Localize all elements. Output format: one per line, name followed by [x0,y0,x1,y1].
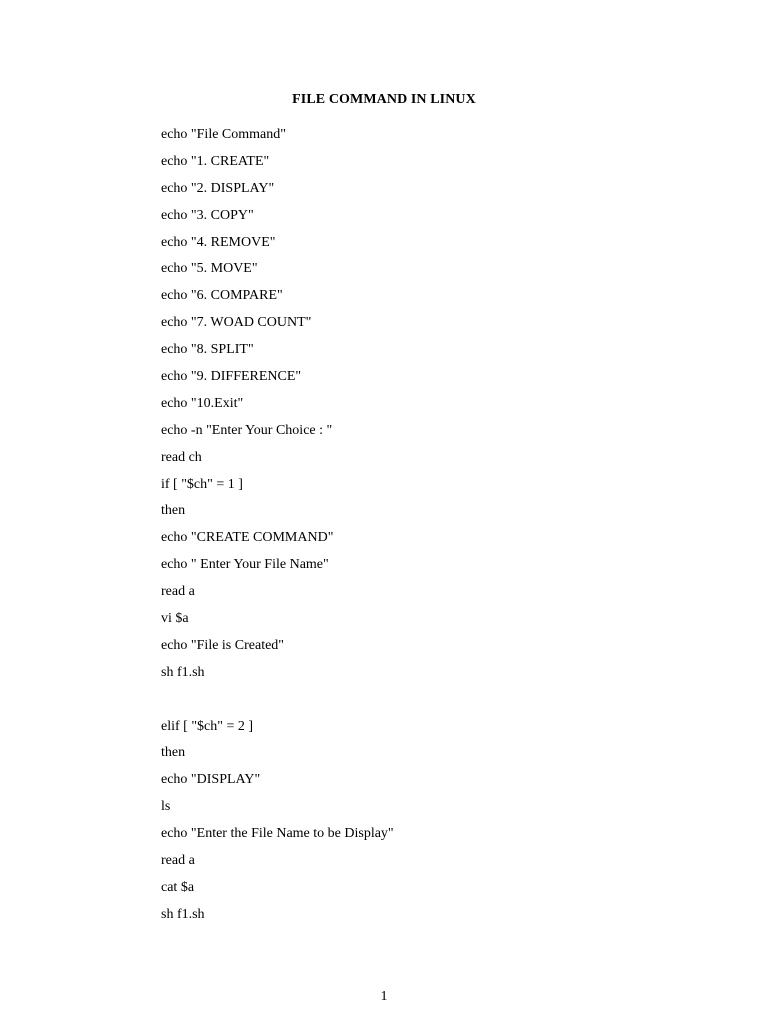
code-listing [161,125,394,932]
code-line: read a [161,853,195,869]
code-line: echo "6. COMPARE" [161,288,283,304]
code-line: echo "File is Created" [161,637,285,653]
code-line: echo "5. MOVE" [161,261,258,277]
code-line: echo "7. WOAD COUNT" [161,315,312,331]
code-line: vi $a [161,611,189,627]
code-line: echo -n "Enter Your Choice : " [161,422,333,438]
page-title: FILE COMMAND IN LINUX [292,92,476,107]
code-line: sh f1.sh [161,906,205,922]
code-line: echo "1. CREATE" [161,153,270,169]
code-line: echo "CREATE COMMAND" [161,530,334,546]
code-line: cat $a [161,879,195,895]
code-line: echo "10.Exit" [161,395,244,411]
code-line: then [161,503,186,519]
code-line: echo "9. DIFFERENCE" [161,369,302,385]
code-line: echo "2. DISPLAY" [161,180,275,196]
code-line: read a [161,584,195,600]
code-line: echo "File Command" [161,127,286,142]
code-line: read ch [161,449,202,465]
code-line: echo "3. COPY" [161,207,254,223]
code-line: sh f1.sh [161,664,205,680]
code-line: then [161,745,186,761]
code-line: echo "Enter the File Name to be Display" [161,826,394,842]
code-line: echo "4. REMOVE" [161,234,276,250]
code-line: ls [161,799,171,815]
code-line: elif [ "$ch" = 2 ] [161,718,254,734]
page-number: 1 [380,989,388,1004]
code-line: echo "8. SPLIT" [161,342,254,358]
code-line: echo " Enter Your File Name" [161,557,329,573]
code-line: if [ "$ch" = 1 ] [161,476,243,492]
blank-line [161,690,394,717]
code-line: echo "DISPLAY" [161,772,261,788]
